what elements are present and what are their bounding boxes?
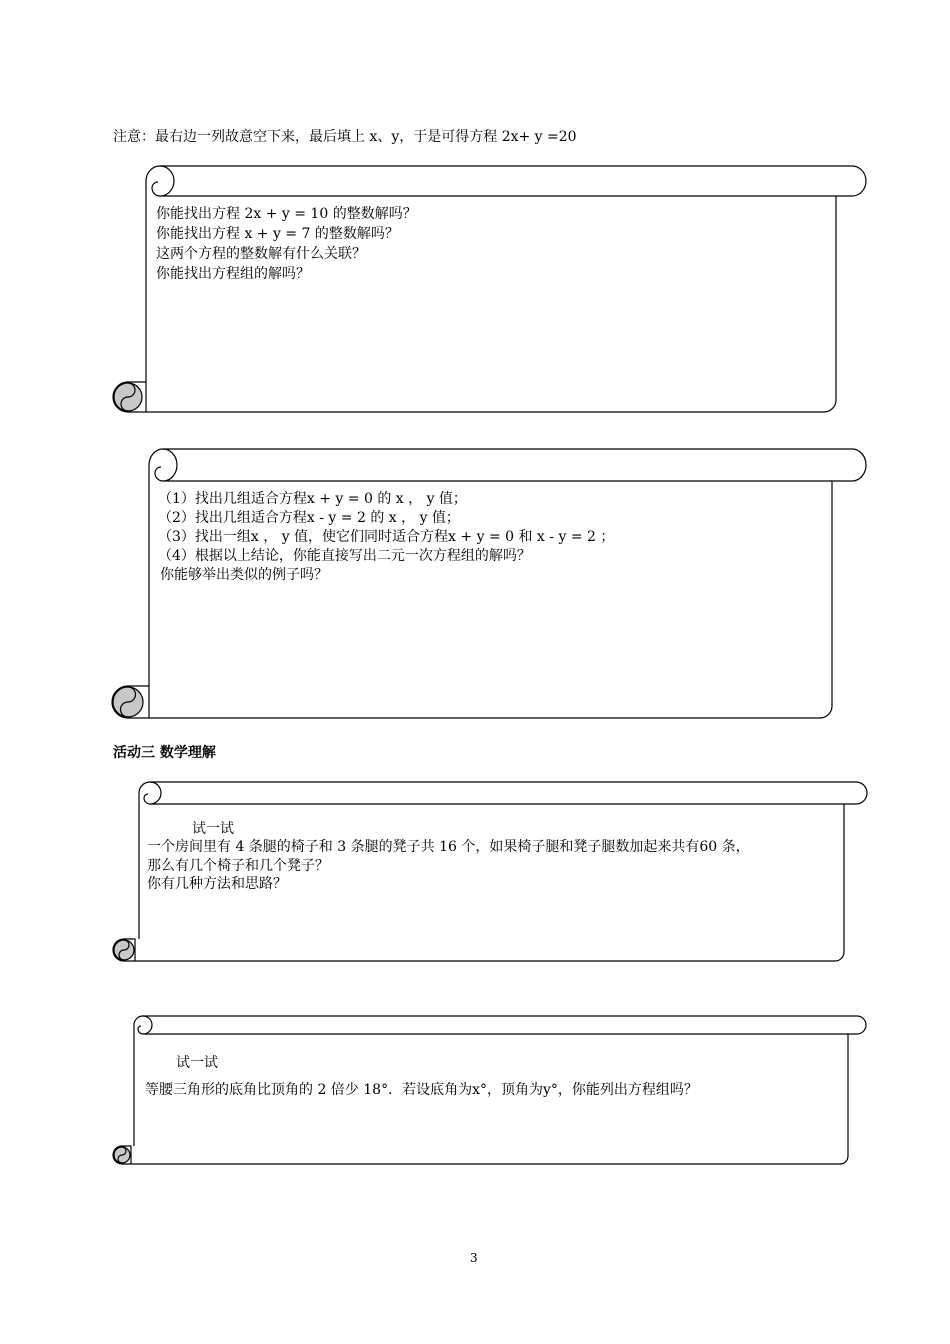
box2-line-2: （2）找出几组适合方程x - y = 2 的 x ， y 值； — [158, 510, 460, 526]
box1-line-1: 你能找出方程 2x + y = 10 的整数解吗？ — [156, 206, 417, 222]
box3-line-3: 你有几种方法和思路？ — [147, 876, 287, 892]
scroll-frame-1 — [113, 166, 866, 412]
box2-line-3: （3）找出一组x ， y 值，使它们同时适合方程x + y = 0 和 x - y = 2 ； — [158, 529, 615, 545]
box4-label: 试一试 — [176, 1055, 218, 1071]
box2-line-4: （4）根据以上结论，你能直接写出二元一次方程组的解吗？ — [158, 548, 531, 564]
box1-line-2: 你能找出方程 x + y = 7 的整数解吗？ — [156, 226, 399, 242]
page-number: 3 — [470, 1251, 478, 1265]
box3-label: 试一试 — [192, 821, 234, 837]
box3-line-2: 那么有几个椅子和几个凳子？ — [147, 858, 329, 874]
note-text: 注意：最右边一列故意空下来，最后填上 x、y，于是可得方程 2x+ y =20 — [113, 129, 577, 145]
box4-line: 等腰三角形的底角比顶角的 2 倍少 18°．若设底角为x°，顶角为y°，你能列出方程组吗？ — [145, 1082, 698, 1098]
box1-line-3: 这两个方程的整数解有什么关联？ — [156, 246, 366, 262]
box1-line-4: 你能找出方程组的解吗？ — [156, 266, 310, 282]
box2-line-5: 你能够举出类似的例子吗？ — [160, 567, 328, 583]
box3-line-1: 一个房间里有 4 条腿的椅子和 3 条腿的凳子共 16 个，如果椅子腿和凳子腿数加起来共有60 条， — [147, 839, 750, 855]
box2-line-1: （1）找出几组适合方程x + y = 0 的 x ， y 值； — [158, 491, 467, 507]
section-heading: 活动三 数学理解 — [113, 745, 216, 761]
